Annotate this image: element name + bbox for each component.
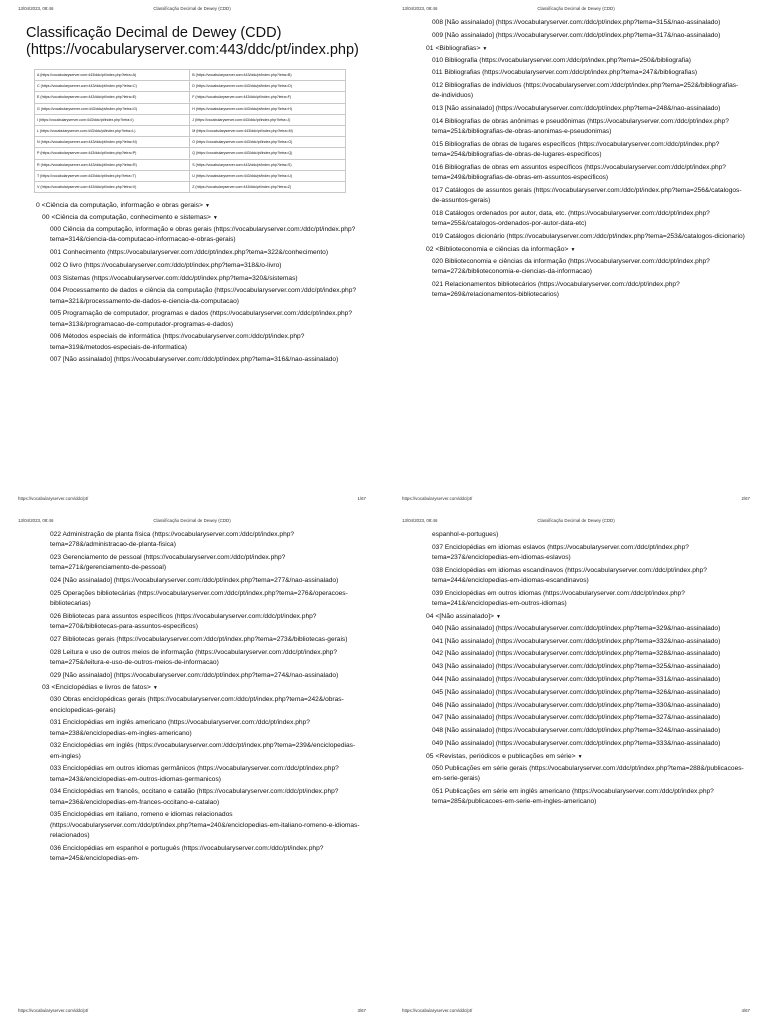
letter-index-table [34,69,346,193]
tree-node-label[interactable]: 02 <Biblioteconomia e ciências da informação> [426,245,569,253]
list-item[interactable]: 044 [Não assinalado] (https://vocabularyserver.com:/ddc/pt/index.php?tema=331&/nao-assinalado) [432,675,721,683]
list-item[interactable]: 025 Operações bibliotecárias (https://vocabularyserver.com:/ddc/pt/index.php?tema=276&/operacoes-bibliotecarias) [50,589,348,607]
list-item[interactable]: 017 Catálogos de assuntos gerais (https://vocabularyserver.com:/ddc/pt/index.php?tema=256&/catalogos-de-assuntos-gerais) [432,186,742,205]
letter-link[interactable]: J (https://vocabularyserver.com:443/ddc/pt/index.php?letra=J) [190,114,346,125]
list-item[interactable]: 015 Bibliografias de obras de lugares específicos (https://vocabularyserver.com:/ddc/pt/index.php?tema=254&/bibliografias-de-obras-de-lugares-especificos) [432,140,720,159]
list-item[interactable]: 031 Enciclopédias em inglês americano (https://vocabularyserver.com:/ddc/pt/index.php?tema=238&/enciclopedias-em-ingles-americano) [50,719,310,737]
footer-url: https://vocabularyserver.com/ddc/pt/ [18,496,89,501]
list-item[interactable]: 012 Bibliografias de indivíduos (https://vocabularyserver.com:/ddc/pt/index.php?tema=252&/bibliografias-de-individuos) [432,82,739,100]
letter-link[interactable]: D (https://vocabularyserver.com:443/ddc/pt/index.php?letra=D) [190,81,346,92]
letter-link[interactable]: A (https://vocabularyserver.com:443/ddc/pt/index.php?letra=A) [35,70,190,81]
footer-url: https://vocabularyserver.com/ddc/pt/ [402,496,473,501]
letter-link[interactable]: E (https://vocabularyserver.com:443/ddc/pt/index.php?letra=E) [35,92,190,103]
list-item[interactable]: 037 Enciclopédias em idiomas eslavos (https://vocabularyserver.com:/ddc/pt/index.php?tema=237&/enciclopedias-em-idiomas-eslavos) [432,543,689,561]
tree-node-02[interactable] [426,245,746,255]
list-item[interactable]: 038 Enciclopédias em idiomas escandinavos (https://vocabularyserver.com:/ddc/pt/index.php?tema=244&/enciclopedias-em-idiomas-escandinavos) [432,566,707,584]
list-item[interactable]: 048 [Não assinalado] (https://vocabularyserver.com:/ddc/pt/index.php?tema=324&/nao-assinalado) [432,727,721,735]
tree-node-label[interactable]: 05 <Revistas, periódicos e publicações em série> [426,752,576,760]
footer-url: https://vocabularyserver.com/ddc/pt/ [18,1008,89,1013]
page-header [402,518,750,526]
list-item[interactable]: 002 O livro (https://vocabularyserver.com:/ddc/pt/index.php?tema=318&/o-livro) [50,261,282,269]
tree-node-05[interactable] [426,752,746,762]
tree-node-01[interactable] [426,44,746,54]
list-item[interactable]: 039 Enciclopédias em outros idiomas (https://vocabularyserver.com:/ddc/pt/index.php?tema=241&/enciclopedias-em-outros-idiomas) [432,589,685,607]
list-item[interactable]: 014 Bibliografias de obras anônimas e pseudônimas (https://vocabularyserver.com:/ddc/pt/index.php?tema=251&/bibliografias-de-obras-anonimas-e-pseudonimas) [432,117,729,136]
letter-table-row [35,114,346,125]
header-title: Classificação Decimal de Dewey (CDD) [153,518,231,523]
list-item[interactable]: 029 [Não assinalado] (https://vocabularyserver.com:/ddc/pt/index.php?tema=274&/nao-assinalado) [50,671,339,679]
letter-table-row [35,137,346,148]
page-number: 2/67 [741,496,750,501]
tree-node-label[interactable]: 03 <Enciclopédias e livros de fatos> [42,684,151,692]
list-item[interactable]: 026 Bibliotecas para assuntos específicos (https://vocabularyserver.com:/ddc/pt/index.php?tema=270&/bibliotecas-para-assuntos-especificos) [50,612,317,630]
header-date: 13/04/2023, 08:46 [402,518,438,523]
letter-link[interactable]: Z (https://vocabularyserver.com:443/ddc/pt/index.php?letra=Z) [190,181,346,192]
letter-table-row [35,148,346,159]
page-header [18,518,366,526]
tree-node-04[interactable] [426,612,746,622]
list-item[interactable]: 011 Bibliografias (https://vocabularyserver.com:/ddc/pt/index.php?tema=247&/bibliografias) [432,69,698,77]
list-item[interactable]: 020 Biblioteconomia e ciências da informação (https://vocabularyserver.com:/ddc/pt/index.php?tema=272&/biblioteconomia-e-ciencias-da-informacao) [432,257,710,275]
list-item[interactable]: 047 [Não assinalado] (https://vocabularyserver.com:/ddc/pt/index.php?tema=327&/nao-assinalado) [432,714,721,722]
list-item[interactable]: 016 Bibliografias de obras em assuntos específicos (https://vocabularyserver.com:/ddc/pt/index.php?tema=249&/bibliografias-de-obras-em-assuntos-especificos) [432,163,726,182]
doc-title[interactable]: Classificação Decimal de Dewey (CDD) (https://vocabularyserver.com:443/ddc/pt/index.php) [26,25,359,58]
letter-table-row [35,103,346,114]
tree-node-0[interactable] [36,201,362,211]
page-footer [402,496,750,504]
footer-url: https://vocabularyserver.com/ddc/pt/ [402,1008,473,1013]
list-item[interactable]: 045 [Não assinalado] (https://vocabularyserver.com:/ddc/pt/index.php?tema=326&/nao-assinalado) [432,688,721,696]
list-item[interactable]: 043 [Não assinalado] (https://vocabularyserver.com:/ddc/pt/index.php?tema=325&/nao-assinalado) [432,663,721,671]
letter-link[interactable]: C (https://vocabularyserver.com:443/ddc/pt/index.php?letra=C) [35,81,190,92]
list-item[interactable]: 010 Bibliografia (https://vocabularyserver.com:/ddc/pt/index.php?tema=250&/bibliografia) [432,56,691,64]
list-item[interactable]: 042 [Não assinalado] (https://vocabularyserver.com:/ddc/pt/index.php?tema=328&/nao-assinalado) [432,650,721,658]
letter-table-row [35,125,346,136]
letter-link[interactable]: O (https://vocabularyserver.com:443/ddc/pt/index.php?letra=O) [190,137,346,148]
letter-table-row [35,70,346,81]
letter-link[interactable]: I (https://vocabularyserver.com:443/ddc/pt/index.php?letra=I) [35,114,190,125]
page-2 [384,0,768,512]
list-item[interactable]: 027 Bibliotecas gerais (https://vocabularyserver.com:/ddc/pt/index.php?tema=273&/bibliotecas-gerais) [50,635,348,643]
page-number: 3/67 [357,1008,366,1013]
list-item[interactable]: 032 Enciclopédias em inglês (https://vocabularyserver.com:/ddc/pt/index.php?tema=239&/enciclopedias-em-ingles) [50,742,356,760]
letter-link[interactable]: P (https://vocabularyserver.com:443/ddc/pt/index.php?letra=P) [35,148,190,159]
header-date: 13/04/2023, 08:46 [402,6,438,11]
list-item[interactable]: 035 Enciclopédias em italiano, romeno e idiomas relacionados (https://vocabularyserver.com:/ddc/pt/index.php?tema=240&/enciclopedias-em-italiano-romeno-e-idiomas-relacionados) [50,811,360,839]
page-footer [402,1008,750,1016]
list-item[interactable]: 030 Obras enciclopédicas gerais (https://vocabularyserver.com:/ddc/pt/index.php?tema=242&/obras-enciclopedicas-gerais) [50,696,344,714]
page-body [406,18,746,494]
header-title: Classificação Decimal de Dewey (CDD) [537,6,615,11]
letter-link[interactable]: B (https://vocabularyserver.com:443/ddc/pt/index.php?letra=B) [190,70,346,81]
letter-table-row [35,92,346,103]
list-item[interactable]: 028 Leitura e uso de outros meios de informação (https://vocabularyserver.com:/ddc/pt/index.php?tema=275&/leitura-e-uso-de-outros-meios-de-informacao) [50,648,337,666]
header-date: 13/04/2023, 08:46 [18,518,54,523]
page-3 [0,512,384,1024]
list-item[interactable]: 050 Publicações em série gerais (https://vocabularyserver.com:/ddc/pt/index.php?tema=288&/publicacoes-em-serie-gerais) [432,764,744,782]
list-item[interactable]: 051 Publicações em série em inglês americano (https://vocabularyserver.com:/ddc/pt/index.php?tema=285&/publicacoes-em-serie-em-ingles-americano) [432,787,714,805]
list-item[interactable]: 046 [Não assinalado] (https://vocabularyserver.com:/ddc/pt/index.php?tema=330&/nao-assinalado) [432,701,721,709]
letter-link[interactable]: U (https://vocabularyserver.com:443/ddc/pt/index.php?letra=U) [190,170,346,181]
letter-link[interactable]: R (https://vocabularyserver.com:443/ddc/pt/index.php?letra=R) [35,159,190,170]
letter-link[interactable]: H (https://vocabularyserver.com:443/ddc/pt/index.php?letra=H) [190,103,346,114]
page-footer [18,496,366,504]
letter-link[interactable]: F (https://vocabularyserver.com:443/ddc/pt/index.php?letra=F) [190,92,346,103]
list-item[interactable]: 018 Catálogos ordenados por autor, data, etc. (https://vocabularyserver.com:/ddc/pt/index.php?tema=255&/catalogos-ordenados-por-autor-data-etc) [432,209,710,228]
letter-link[interactable]: M (https://vocabularyserver.com:443/ddc/pt/index.php?letra=M) [190,125,346,136]
list-item[interactable]: 008 [Não assinalado] (https://vocabularyserver.com:/ddc/pt/index.php?tema=315&/nao-assinalado) [432,19,721,26]
expand-triangle-icon[interactable]: ▼ [570,246,576,253]
page-body [406,530,746,1006]
page-1 [0,0,384,512]
list-item[interactable]: 036 Enciclopédias em espanhol e português (https://vocabularyserver.com:/ddc/pt/index.php?tema=245&/enciclopedias-em- [50,844,324,862]
letter-link[interactable]: Q (https://vocabularyserver.com:443/ddc/pt/index.php?letra=Q) [190,148,346,159]
tree-node-label[interactable]: 0 <Ciência da computação, informação e obras gerais> [36,202,203,210]
page-number: 4/67 [741,1008,750,1013]
expand-triangle-icon[interactable]: ▼ [152,685,158,692]
list-item[interactable]: 034 Enciclopédias em francês, occitano e catalão (https://vocabularyserver.com:/ddc/pt/index.php?tema=236&/enciclopedias-em-frances-occitano-e-catalao) [50,788,339,806]
list-item[interactable]: 003 Sistemas (https://vocabularyserver.com:/ddc/pt/index.php?tema=320&/sistemas) [50,274,298,282]
tree-node-03[interactable] [42,683,362,693]
page-body [22,18,362,494]
list-item[interactable]: 006 Métodos especiais de informática (https://vocabularyserver.com:/ddc/pt/index.php?tema=319&/metodos-especiais-de-informatica) [50,333,305,351]
page-number: 1/67 [357,496,366,501]
header-date: 13/04/2023, 08:46 [18,6,54,11]
list-item[interactable]: 000 Ciência da computação, informação e obras gerais (https://vocabularyserver.com:/ddc/pt/index.php?tema=314&/ciencia-da-computacao-informacao-e-obras-gerais) [50,226,356,244]
list-item[interactable]: 009 [Não assinalado] (https://vocabularyserver.com:/ddc/pt/index.php?tema=317&/nao-assinalado) [432,31,721,39]
expand-triangle-icon[interactable]: ▼ [205,203,210,210]
expand-triangle-icon[interactable]: ▼ [482,45,488,52]
entry-list [22,225,362,366]
tree-node-label[interactable]: 04 <[Não assinalado]> [426,612,495,620]
list-item[interactable]: 023 Gerenciamento de pessoal (https://vocabularyserver.com:/ddc/pt/index.php?tema=271&/gerenciamento-de-pessoal) [50,554,286,572]
letter-table-row [35,181,346,192]
list-item[interactable]: 004 Processamento de dados e ciência da computação (https://vocabularyserver.com:/ddc/pt/index.php?tema=321&/processamento-de-dados-e-ciencia-da-computacao) [50,287,357,305]
list-item[interactable]: 001 Conhecimento (https://vocabularyserver.com:/ddc/pt/index.php?tema=322&/conhecimento) [50,249,329,257]
letter-table-row [35,81,346,92]
list-item[interactable]: 007 [Não assinalado] (https://vocabularyserver.com:/ddc/pt/index.php?tema=316&/nao-assinalado) [50,356,339,364]
tree-node-label[interactable]: 01 <Bibliografias> [426,44,481,52]
tree-node-00[interactable] [42,213,362,223]
list-item-continuation[interactable]: espanhol-e-portugues) [432,531,499,538]
list-item[interactable]: 022 Administração de planta física (https://vocabularyserver.com:/ddc/pt/index.php?tema=278&/administracao-de-planta-fisica) [50,531,295,549]
list-item[interactable]: 049 [Não assinalado] (https://vocabularyserver.com:/ddc/pt/index.php?tema=333&/nao-assinalado) [432,739,721,747]
letter-link[interactable]: N (https://vocabularyserver.com:443/ddc/pt/index.php?letra=N) [35,137,190,148]
letter-table-row [35,170,346,181]
letter-link[interactable]: T (https://vocabularyserver.com:443/ddc/pt/index.php?letra=T) [35,170,190,181]
list-item[interactable]: 013 [Não assinalado] (https://vocabularyserver.com:/ddc/pt/index.php?tema=248&/nao-assinalado) [432,105,721,113]
list-item[interactable]: 021 Relacionamentos bibliotecários (https://vocabularyserver.com:/ddc/pt/index.php?tema=269&/relacionamentos-bibliotecarios) [432,280,680,298]
header-title: Classificação Decimal de Dewey (CDD) [153,6,231,11]
expand-triangle-icon[interactable]: ▼ [212,215,218,222]
page-footer [18,1008,366,1016]
list-item[interactable]: 024 [Não assinalado] (https://vocabularyserver.com:/ddc/pt/index.php?tema=277&/nao-assinalado) [50,577,339,584]
expand-triangle-icon[interactable]: ▼ [496,613,501,620]
list-item[interactable]: 040 [Não assinalado] (https://vocabularyserver.com:/ddc/pt/index.php?tema=329&/nao-assinalado) [432,624,721,632]
letter-link[interactable]: G (https://vocabularyserver.com:443/ddc/pt/index.php?letra=G) [35,103,190,114]
letter-table-row [35,159,346,170]
letter-link[interactable]: V (https://vocabularyserver.com:443/ddc/pt/index.php?letra=V) [35,181,190,192]
page-body [22,530,362,1006]
page-header [18,6,366,14]
list-item[interactable]: 041 [Não assinalado] (https://vocabularyserver.com:/ddc/pt/index.php?tema=332&/nao-assinalado) [432,637,721,645]
expand-triangle-icon[interactable]: ▼ [577,753,583,760]
header-title: Classificação Decimal de Dewey (CDD) [537,518,615,523]
page-4 [384,512,768,1024]
tree-node-label[interactable]: 00 <Ciência da computação, conhecimento e sistemas> [42,214,211,222]
letter-link[interactable]: S (https://vocabularyserver.com:443/ddc/pt/index.php?letra=S) [190,159,346,170]
list-item[interactable]: 033 Enciclopédias em outros idiomas germânicos (https://vocabularyserver.com:/ddc/pt/index.php?tema=243&/enciclopedias-em-outros-idiomas-germanicos) [50,765,339,783]
list-item[interactable]: 005 Programação de computador, programas e dados (https://vocabularyserver.com:/ddc/pt/index.php?tema=313&/programacao-de-computador-programas-e-dados) [50,310,353,328]
list-item[interactable]: 019 Catálogos dicionário (https://vocabularyserver.com:/ddc/pt/index.php?tema=253&/catalogos-dicionario) [432,232,745,240]
page-header [402,6,750,14]
letter-link[interactable]: L (https://vocabularyserver.com:443/ddc/pt/index.php?letra=L) [35,125,190,136]
